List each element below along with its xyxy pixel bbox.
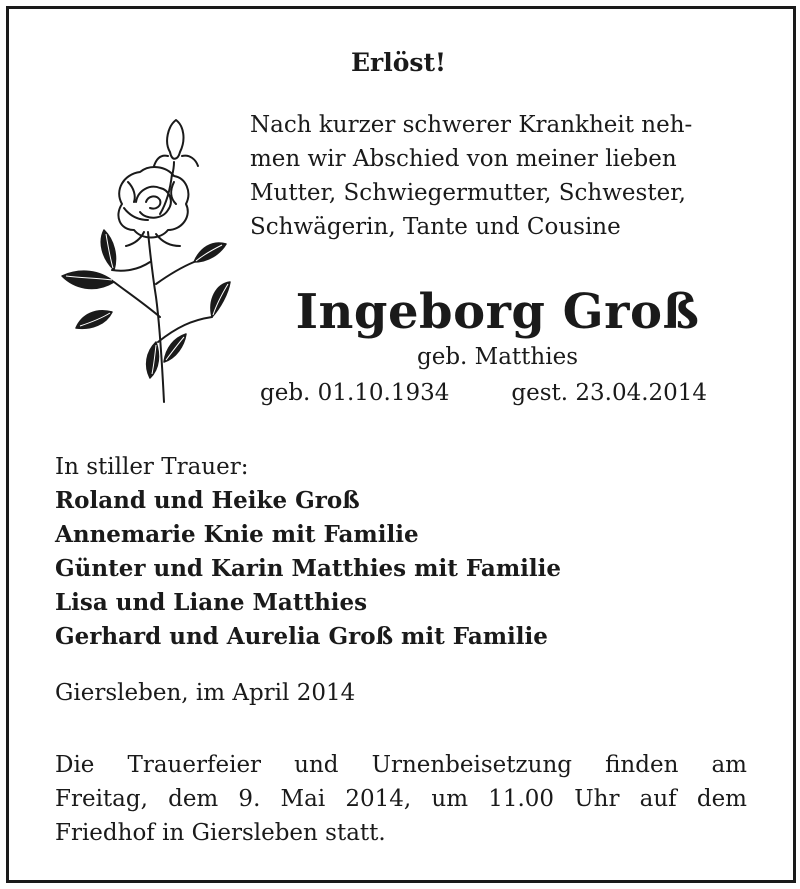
death-date: gest. 23.04.2014 [511, 380, 708, 406]
mourner-family: Lisa und Liane Matthies [55, 589, 368, 616]
mourner-family: Günter und Karin Matthies mit Familie [55, 555, 561, 582]
intro-line: Mutter, Schwiegermutter, Schwester, [250, 180, 686, 206]
intro-line: men wir Abschied von meiner lieben [250, 146, 677, 172]
mourners-intro: In stiller Trauer: [55, 454, 249, 480]
birth-name: geb. Matthies [416, 344, 578, 370]
service-line: Friedhof in Giersleben statt. [55, 820, 386, 846]
intro-line: Nach kurzer schwerer Krankheit neh- [250, 112, 693, 138]
mourners-block [55, 450, 561, 654]
life-dates [260, 380, 707, 406]
mourner-family: Roland und Heike Groß [55, 487, 360, 514]
intro-text [250, 108, 750, 244]
service-line: Freitag, dem 9. Mai 2014, um 11.00 Uhr auf dem [55, 786, 747, 812]
rose-icon [52, 112, 237, 407]
mourner-family: Gerhard und Aurelia Groß mit Familie [55, 623, 548, 650]
service-info [55, 748, 747, 850]
deceased-name: Ingeborg Groß [295, 284, 700, 340]
place-date: Giersleben, im April 2014 [55, 680, 356, 706]
notice-heading: Erlöst! [351, 48, 446, 77]
birth-date: geb. 01.10.1934 [260, 380, 450, 406]
intro-line: Schwägerin, Tante und Cousine [250, 214, 621, 240]
service-line: Die Trauerfeier und Urnenbeisetzung finden am [55, 752, 747, 778]
mourner-family: Annemarie Knie mit Familie [55, 521, 419, 548]
